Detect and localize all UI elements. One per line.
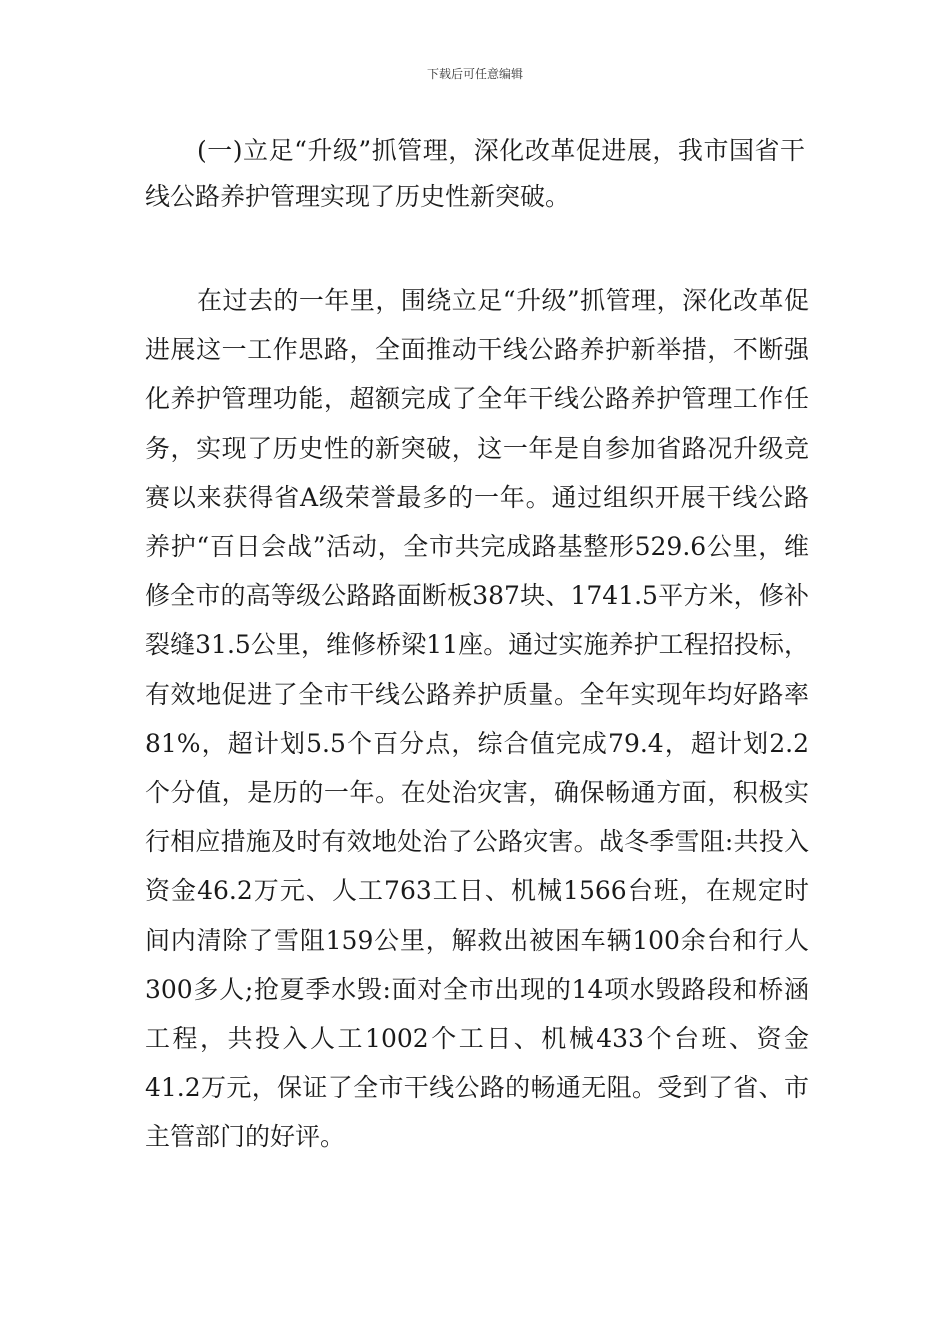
body-paragraph: 在过去的一年里，围绕立足“升级”抓管理，深化改革促进展这一工作思路，全面推动干线公路养护新举措，不断强化养护管理功能，超额完成了全年干线公路养护管理工作任务，实现了历史性的新突破，这一年是自参加省路况升级竞赛以来获得省A级荣誉最多的一年。通过组织开展干线公路养护“百日会战”活动，全市共完成路基整形529.6公里，维修全市的高等级公路路面断板387块、1741.5平方米，修补裂缝31.5公里，维修桥梁11座。通过实施养护工程招投标，有效地促进了全市干线公路养护质量。全年实现年均好路率81%，超计划5.5个百分点，综合值完成79.4，超计划2.2个分值，是历的一年。在处治灾害，确保畅通方面，积极实行相应措施及时有效地处治了公路灾害。战冬季雪阻:共投入资金46.2万元、人工763工日、机械1566台班，在规定时间内清除了雪阻159公里，解救出被困车辆100余台和行人300多人;抢夏季水毁:面对全市出现的14项水毁路段和桥涵工程，共投入人工1002个工日、机械433个台班、资金41.2万元，保证了全市干线公路的畅通无阻。受到了省、市主管部门的好评。 <box>145 286 809 1152</box>
header-note: 下载后可任意编辑 <box>426 67 523 81</box>
section-heading: (一)立足“升级”抓管理，深化改革促进展，我市国省干线公路养护管理实现了历史性新突破。 <box>145 136 805 211</box>
